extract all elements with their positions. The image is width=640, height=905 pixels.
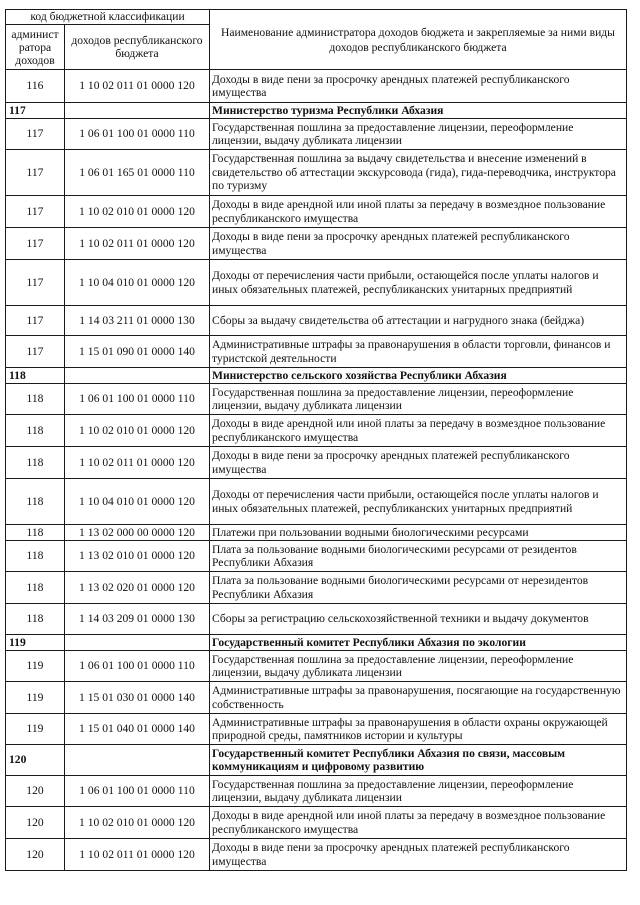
table-row <box>6 714 627 745</box>
revenue-description-cell: Плата за пользование водными биологическими ресурсами от резидентов Республики Абхазия <box>210 541 627 572</box>
administrator-code-cell: 120 <box>6 745 65 776</box>
table-row <box>6 807 627 839</box>
administrator-code-cell: 120 <box>6 807 65 839</box>
revenue-code-cell: 1 10 02 011 01 0000 120 <box>65 839 210 871</box>
administrator-code-cell: 117 <box>6 103 65 119</box>
section-row <box>6 103 627 119</box>
administrator-code-cell: 118 <box>6 525 65 541</box>
revenue-code-cell: 1 14 03 211 01 0000 130 <box>65 306 210 336</box>
table-row <box>6 572 627 604</box>
classification-code-group-header: код бюджетной классификации <box>6 10 210 25</box>
administrator-code-cell: 120 <box>6 776 65 807</box>
revenue-code-cell: 1 15 01 040 01 0000 140 <box>65 714 210 745</box>
revenue-description-cell: Административные штрафы за правонарушения в области охраны окружающей природной среды, памятников истории и культуры <box>210 714 627 745</box>
administrator-code-cell: 118 <box>6 368 65 384</box>
revenue-code-cell: 1 15 01 030 01 0000 140 <box>65 682 210 714</box>
revenue-code-cell <box>65 368 210 384</box>
revenue-description-cell: Доходы в виде пени за просрочку арендных платежей республиканского имущества <box>210 447 627 479</box>
revenue-code-cell: 1 15 01 090 01 0000 140 <box>65 336 210 368</box>
administrator-name-cell: Министерство туризма Республики Абхазия <box>210 103 627 119</box>
table-row <box>6 776 627 807</box>
revenue-description-cell: Государственная пошлина за предоставление лицензии, переоформление лицензии, выдачу дубликата лицензии <box>210 776 627 807</box>
table-row <box>6 150 627 196</box>
table-row <box>6 839 627 871</box>
table-row <box>6 119 627 150</box>
administrator-code-cell: 117 <box>6 336 65 368</box>
revenue-code-cell: 1 13 02 020 01 0000 120 <box>65 572 210 604</box>
table-row <box>6 384 627 415</box>
revenue-code-cell: 1 13 02 000 00 0000 120 <box>65 525 210 541</box>
revenue-code-cell <box>65 635 210 651</box>
administrator-code-cell: 118 <box>6 415 65 447</box>
table-row <box>6 541 627 572</box>
revenue-code-cell: 1 06 01 165 01 0000 110 <box>65 150 210 196</box>
revenue-code-cell: 1 14 03 209 01 0000 130 <box>65 604 210 635</box>
administrator-code-cell: 118 <box>6 541 65 572</box>
revenue-code-cell: 1 10 04 010 01 0000 120 <box>65 260 210 306</box>
table-row <box>6 604 627 635</box>
table-row <box>6 651 627 682</box>
revenue-description-cell: Доходы от перечисления части прибыли, остающейся после уплаты налогов и иных обязательных платежей, республиканских унитарных предприятий <box>210 479 627 525</box>
table-row <box>6 682 627 714</box>
revenue-description-cell: Сборы за регистрацию сельскохозяйственной техники и выдачу документов <box>210 604 627 635</box>
revenue-code-cell: 1 10 02 011 01 0000 120 <box>65 228 210 260</box>
administrator-code-cell: 117 <box>6 228 65 260</box>
revenue-description-cell: Доходы в виде арендной или иной платы за передачу в возмездное пользование республиканского имущества <box>210 807 627 839</box>
revenue-classification-table <box>5 9 627 871</box>
revenue-code-cell: 1 06 01 100 01 0000 110 <box>65 384 210 415</box>
revenue-code-cell: 1 13 02 010 01 0000 120 <box>65 541 210 572</box>
section-row <box>6 368 627 384</box>
revenue-code-cell: 1 06 01 100 01 0000 110 <box>65 776 210 807</box>
administrator-code-cell: 117 <box>6 150 65 196</box>
administrator-code-cell: 118 <box>6 572 65 604</box>
administrator-code-cell: 118 <box>6 604 65 635</box>
revenue-description-cell: Доходы в виде арендной или иной платы за передачу в возмездное пользование республиканского имущества <box>210 196 627 228</box>
table-row <box>6 447 627 479</box>
table-header <box>6 10 627 70</box>
table-body <box>6 70 627 871</box>
revenue-description-cell: Государственная пошлина за выдачу свидетельства и внесение изменений в свидетельство об аттестации экскурсовода (гида), гида-переводчика, инструктора по туризму <box>210 150 627 196</box>
revenue-description-cell: Платежи при пользовании водными биологическими ресурсами <box>210 525 627 541</box>
administrator-name-header: Наименование администратора доходов бюджета и закрепляемые за ними виды доходов республиканского бюджета <box>210 10 627 70</box>
table-row <box>6 196 627 228</box>
revenue-description-cell: Доходы в виде пени за просрочку арендных платежей республиканского имущества <box>210 839 627 871</box>
administrator-code-header: админист ратора доходов <box>6 25 65 70</box>
table-row <box>6 228 627 260</box>
administrator-code-cell: 118 <box>6 479 65 525</box>
table-row <box>6 336 627 368</box>
table-row <box>6 415 627 447</box>
revenue-description-cell: Административные штрафы за правонарушения в области торговли, финансов и туристской деятельности <box>210 336 627 368</box>
revenue-code-header: доходов республиканского бюджета <box>65 25 210 70</box>
administrator-name-cell: Государственный комитет Республики Абхазия по связи, массовым коммуникациям и цифровому развитию <box>210 745 627 776</box>
revenue-code-cell: 1 10 04 010 01 0000 120 <box>65 479 210 525</box>
administrator-code-cell: 119 <box>6 651 65 682</box>
revenue-description-cell: Государственная пошлина за предоставление лицензии, переоформление лицензии, выдачу дубликата лицензии <box>210 119 627 150</box>
section-row <box>6 745 627 776</box>
administrator-code-cell: 117 <box>6 196 65 228</box>
table-row <box>6 260 627 306</box>
table-row <box>6 525 627 541</box>
administrator-code-cell: 117 <box>6 260 65 306</box>
revenue-description-cell: Сборы за выдачу свидетельства об аттестации и нагрудного знака (бейджа) <box>210 306 627 336</box>
revenue-description-cell: Доходы в виде пени за просрочку арендных платежей республиканского имущества <box>210 228 627 260</box>
table-row <box>6 70 627 103</box>
revenue-code-cell: 1 10 02 010 01 0000 120 <box>65 196 210 228</box>
revenue-description-cell: Доходы от перечисления части прибыли, остающейся после уплаты налогов и иных обязательных платежей, республиканских унитарных предприятий <box>210 260 627 306</box>
administrator-code-cell: 118 <box>6 384 65 415</box>
revenue-description-cell: Административные штрафы за правонарушения, посягающие на государственную собственность <box>210 682 627 714</box>
administrator-code-cell: 117 <box>6 119 65 150</box>
administrator-code-cell: 119 <box>6 635 65 651</box>
table-row <box>6 306 627 336</box>
revenue-code-cell: 1 10 02 011 01 0000 120 <box>65 70 210 103</box>
revenue-code-cell: 1 10 02 011 01 0000 120 <box>65 447 210 479</box>
revenue-code-cell <box>65 745 210 776</box>
administrator-code-cell: 116 <box>6 70 65 103</box>
administrator-name-cell: Министерство сельского хозяйства Республики Абхазия <box>210 368 627 384</box>
administrator-code-cell: 119 <box>6 682 65 714</box>
administrator-name-cell: Государственный комитет Республики Абхазия по экологии <box>210 635 627 651</box>
table-row <box>6 479 627 525</box>
revenue-description-cell: Государственная пошлина за предоставление лицензии, переоформление лицензии, выдачу дубликата лицензии <box>210 384 627 415</box>
revenue-code-cell <box>65 103 210 119</box>
revenue-code-cell: 1 10 02 010 01 0000 120 <box>65 415 210 447</box>
administrator-code-cell: 120 <box>6 839 65 871</box>
revenue-code-cell: 1 06 01 100 01 0000 110 <box>65 119 210 150</box>
budget-revenue-document <box>5 9 626 871</box>
revenue-description-cell: Доходы в виде пени за просрочку арендных платежей республиканского имущества <box>210 70 627 103</box>
revenue-description-cell: Плата за пользование водными биологическими ресурсами от нерезидентов Республики Абхазия <box>210 572 627 604</box>
revenue-description-cell: Государственная пошлина за предоставление лицензии, переоформление лицензии, выдачу дубликата лицензии <box>210 651 627 682</box>
administrator-code-cell: 118 <box>6 447 65 479</box>
revenue-code-cell: 1 06 01 100 01 0000 110 <box>65 651 210 682</box>
administrator-code-cell: 117 <box>6 306 65 336</box>
administrator-code-cell: 119 <box>6 714 65 745</box>
revenue-code-cell: 1 10 02 010 01 0000 120 <box>65 807 210 839</box>
section-row <box>6 635 627 651</box>
revenue-description-cell: Доходы в виде арендной или иной платы за передачу в возмездное пользование республиканского имущества <box>210 415 627 447</box>
